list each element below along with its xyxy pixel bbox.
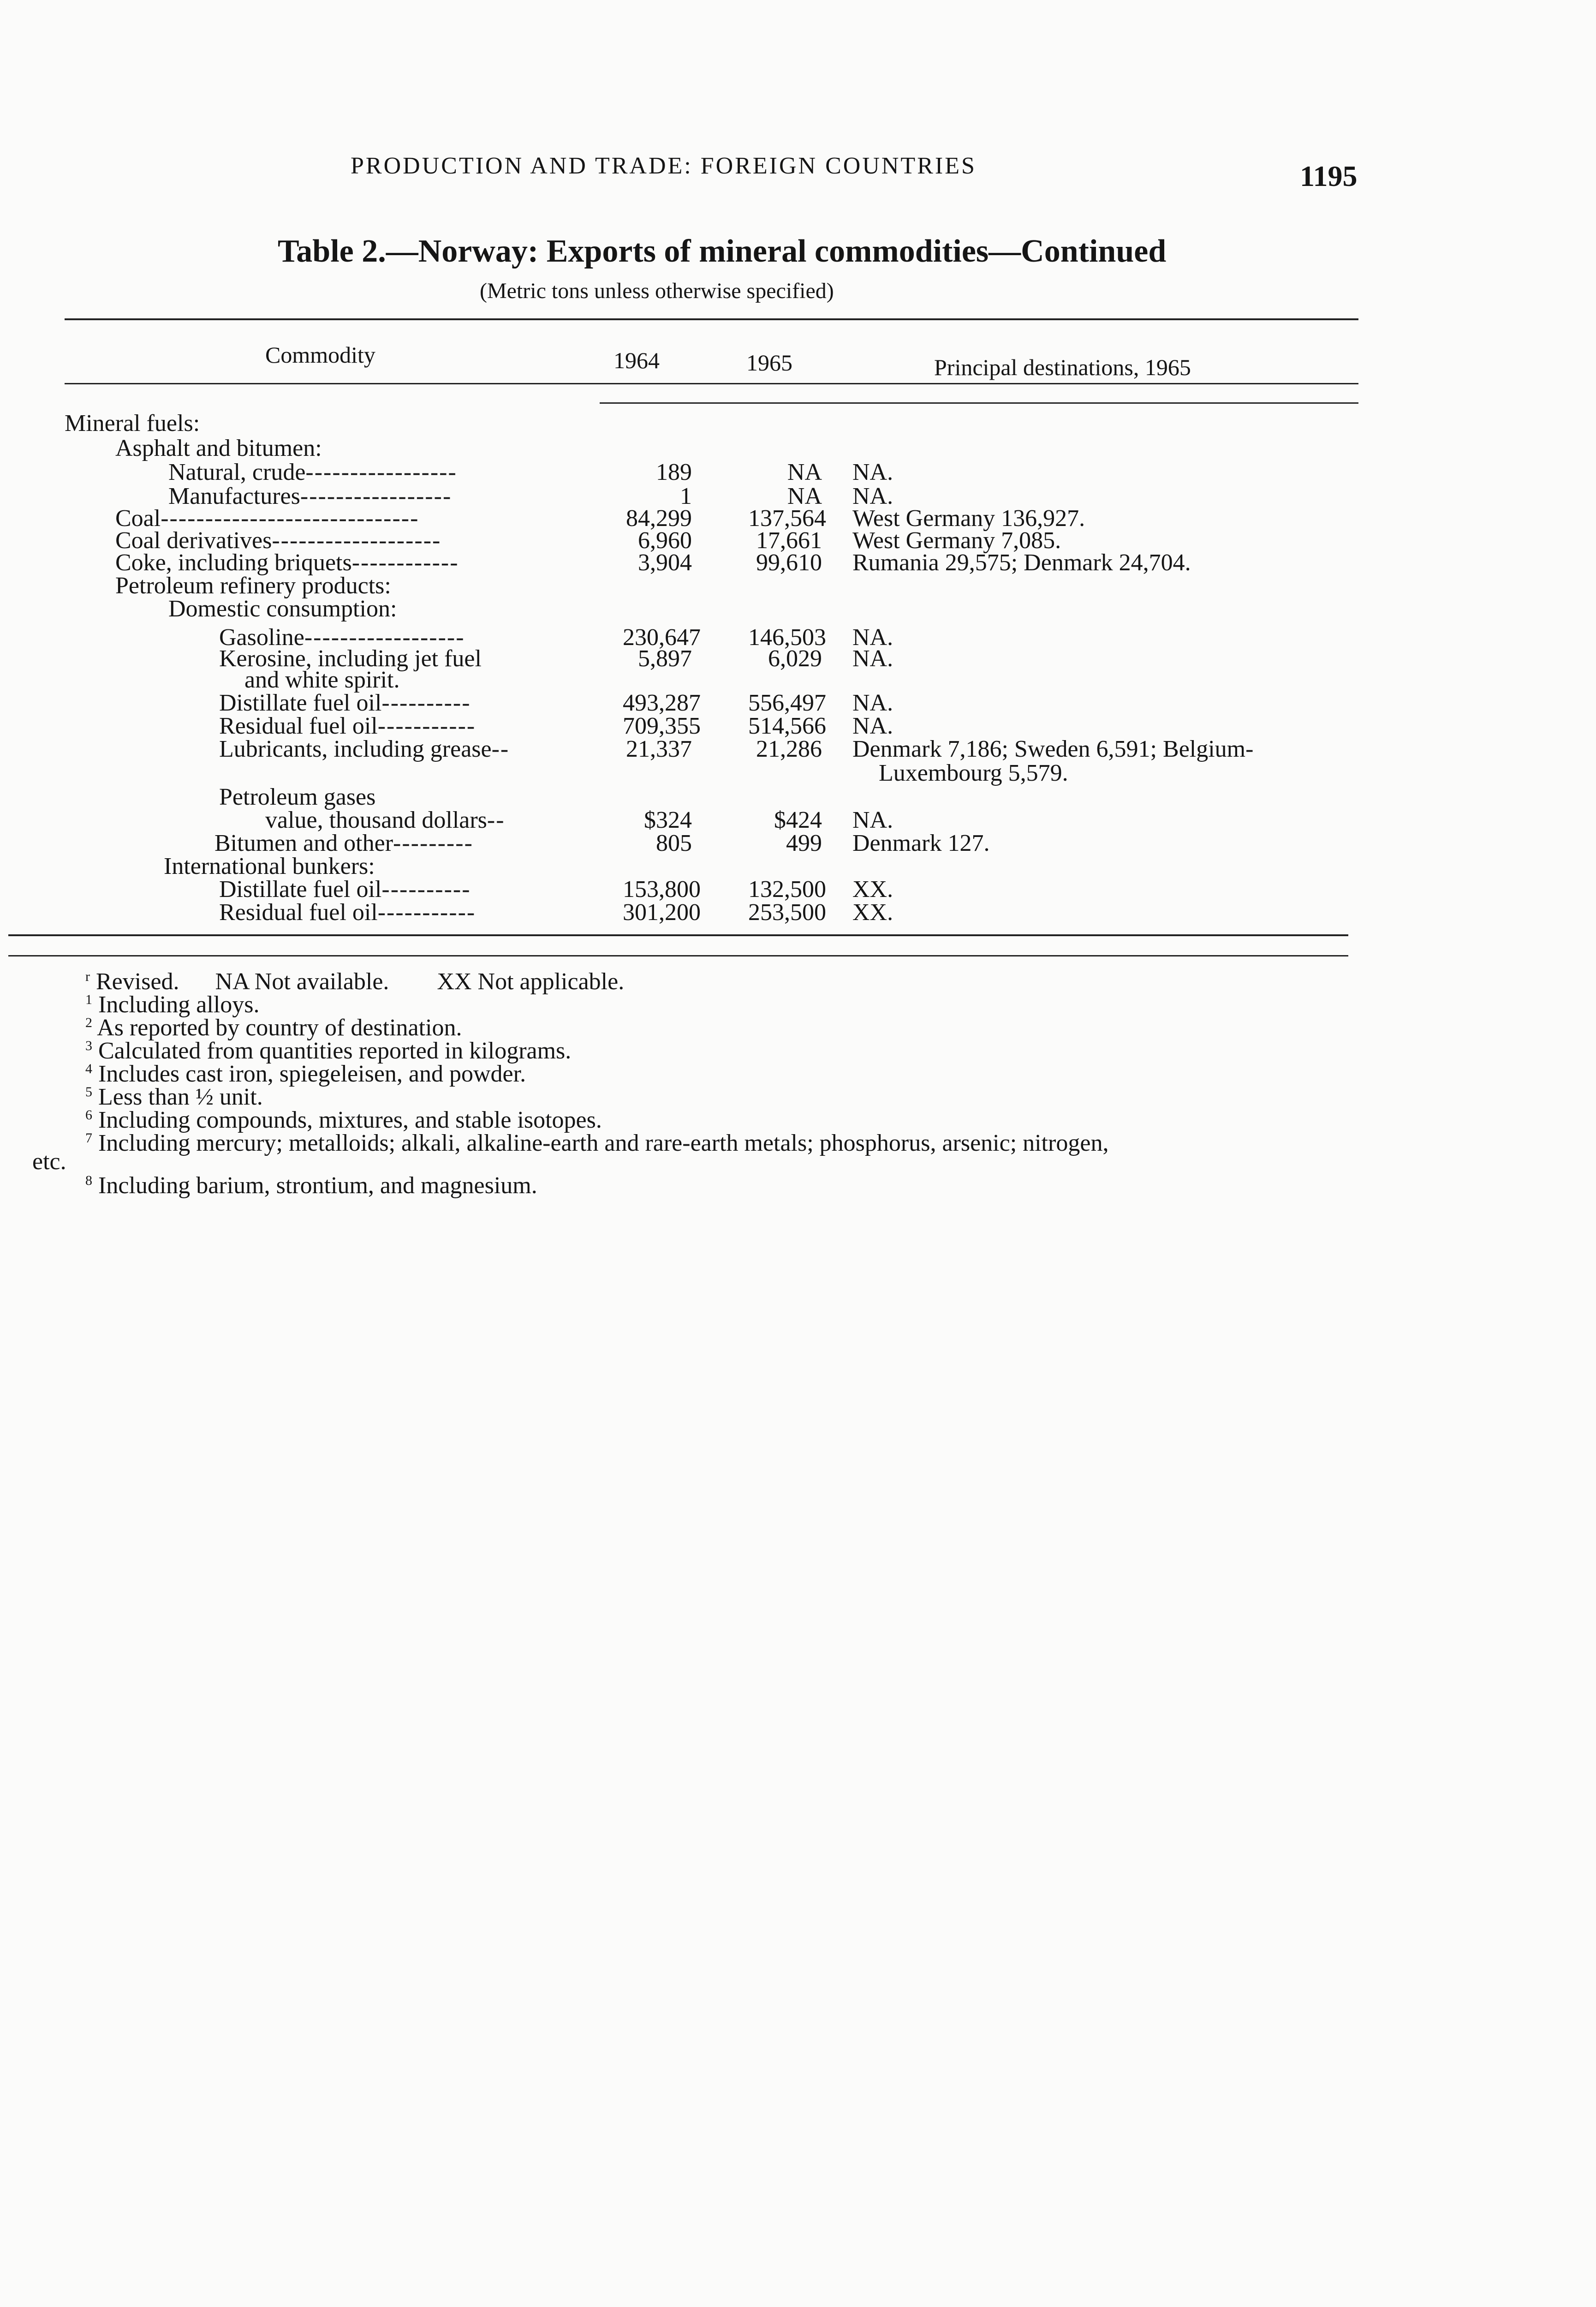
header-destinations: Principal destinations, 1965 xyxy=(934,354,1191,380)
principal-destinations: XX. xyxy=(852,899,893,926)
table-row xyxy=(0,410,1596,434)
dot-leader: ----------- xyxy=(377,899,476,926)
table-subtitle: (Metric tons unless otherwise specified) xyxy=(480,279,834,303)
table-row xyxy=(0,666,1596,693)
commodity-label xyxy=(219,735,509,763)
footnote xyxy=(32,1148,66,1175)
table-row xyxy=(0,759,1596,786)
commodity-text: Distillate fuel oil xyxy=(219,690,382,716)
value-1965: 146,503 xyxy=(748,624,826,651)
principal-destinations: Luxembourg 5,579. xyxy=(879,760,1068,786)
footnote-mark: 6 xyxy=(85,1107,92,1123)
commodity-text: Residual fuel oil xyxy=(219,899,378,926)
footnote-text: As reported by country of destination. xyxy=(97,1015,462,1041)
dot-leader: ----------------- xyxy=(305,459,457,485)
table-title: Table 2.—Norway: Exports of mineral commodities—Continued xyxy=(278,233,1167,269)
principal-destinations: NA. xyxy=(852,807,893,833)
principal-destinations: Denmark 127. xyxy=(852,830,990,856)
footnote-mark: 1 xyxy=(85,992,92,1007)
value-1965: 17,661 xyxy=(756,527,822,554)
footnote-mark: 7 xyxy=(85,1130,92,1146)
footnote xyxy=(85,1130,1108,1157)
commodity-text: Residual fuel oil xyxy=(219,713,378,739)
dot-leader: -- xyxy=(491,736,510,762)
value-1964: 5,897 xyxy=(638,645,692,672)
footnote-mark: r xyxy=(85,969,90,984)
footnote-mark: 4 xyxy=(85,1061,92,1076)
commodity-label xyxy=(219,899,476,926)
table-row xyxy=(0,853,1596,877)
principal-destinations: Rumania 29,575; Denmark 24,704. xyxy=(852,550,1191,576)
commodity-text: Natural, crude xyxy=(168,459,306,485)
value-1965: 99,610 xyxy=(756,550,822,576)
principal-destinations: NA. xyxy=(852,459,893,485)
commodity-text: Petroleum refinery products: xyxy=(115,573,391,599)
commodity-text: Bitumen and other xyxy=(214,830,393,856)
table-bottom-rule-2 xyxy=(8,955,1348,956)
header-rule xyxy=(65,383,1358,384)
commodity-label xyxy=(168,459,457,486)
dot-leader: ------------------ xyxy=(304,624,465,651)
value-1964: 1 xyxy=(680,483,692,509)
table-bottom-rule xyxy=(8,934,1348,936)
value-1964: 189 xyxy=(656,459,692,485)
value-1964: 153,800 xyxy=(623,876,701,902)
footnote-text: Calculated from quantities reported in kilograms. xyxy=(98,1038,572,1064)
value-1965: 556,497 xyxy=(748,690,826,716)
table-row xyxy=(0,527,1596,554)
table-row xyxy=(0,830,1596,854)
commodity-text: Distillate fuel oil xyxy=(219,876,382,902)
table-row xyxy=(0,876,1596,900)
value-1964: $324 xyxy=(644,807,692,833)
value-1965: 137,564 xyxy=(748,505,826,532)
header-rule-right xyxy=(600,402,1358,404)
value-1964: 21,337 xyxy=(626,736,692,762)
principal-destinations: NA. xyxy=(852,713,893,739)
footnote-text: etc. xyxy=(32,1148,66,1175)
table-row xyxy=(0,505,1596,532)
header-1965: 1965 xyxy=(746,350,792,376)
value-1964: 6,960 xyxy=(638,527,692,554)
footnote-mark: 5 xyxy=(85,1084,92,1100)
value-1965: 499 xyxy=(786,830,822,856)
table-row xyxy=(0,645,1596,672)
table-row xyxy=(0,899,1596,926)
value-1965: NA xyxy=(787,459,822,485)
principal-destinations: Denmark 7,186; Sweden 6,591; Belgium- xyxy=(852,736,1254,762)
commodity-text: Manufactures xyxy=(168,483,300,509)
dot-leader: ----------------- xyxy=(300,483,452,509)
table-row xyxy=(0,549,1596,576)
table-row xyxy=(0,735,1596,762)
commodity-text: Mineral fuels: xyxy=(65,410,200,436)
commodity-label xyxy=(168,595,397,622)
dot-leader: --------- xyxy=(393,830,473,856)
table-top-rule xyxy=(65,318,1358,320)
footnote-text: Including mercury; metalloids; alkali, alkaline-earth and rare-earth metals; phosphorus, arsenic; nitrogen, xyxy=(98,1130,1109,1156)
page-number: 1195 xyxy=(1300,160,1358,192)
commodity-text: International bunkers: xyxy=(164,853,375,879)
principal-destinations: NA. xyxy=(852,690,893,716)
table-row xyxy=(0,712,1596,739)
value-1964: 230,647 xyxy=(623,624,701,651)
value-1965: $424 xyxy=(774,807,822,833)
table-row xyxy=(0,459,1596,483)
footnote-text: Revised. NA Not available. XX Not applicable. xyxy=(96,968,625,995)
dot-leader: ------------ xyxy=(351,550,459,576)
commodity-text: Coal derivatives xyxy=(115,527,272,554)
dot-leader: ----------- xyxy=(377,713,476,739)
footnote-mark: 3 xyxy=(85,1038,92,1053)
value-1964: 805 xyxy=(656,830,692,856)
footnote-mark: 8 xyxy=(85,1173,92,1188)
dot-leader: ---------- xyxy=(381,690,471,716)
header-commodity: Commodity xyxy=(265,342,375,368)
footnote-text: Less than ½ unit. xyxy=(98,1084,263,1110)
table-row xyxy=(0,689,1596,716)
footnote-text: Including compounds, mixtures, and stable isotopes. xyxy=(98,1107,602,1133)
commodity-text: and white spirit. xyxy=(244,667,400,693)
dot-leader: -- xyxy=(487,807,505,833)
value-1964: 493,287 xyxy=(623,690,701,716)
table-row xyxy=(0,435,1596,459)
table-row xyxy=(0,572,1596,599)
value-1964: 3,904 xyxy=(638,550,692,576)
value-1965: 514,566 xyxy=(748,713,826,739)
value-1964: 84,299 xyxy=(626,505,692,532)
footnote-text: Including barium, strontium, and magnesium. xyxy=(98,1172,537,1199)
value-1964: 709,355 xyxy=(623,713,701,739)
principal-destinations: NA. xyxy=(852,483,893,509)
running-head: PRODUCTION AND TRADE: FOREIGN COUNTRIES xyxy=(351,153,977,179)
commodity-text: Petroleum gases xyxy=(219,784,376,810)
principal-destinations: NA. xyxy=(852,645,893,672)
footnote-text: Including alloys. xyxy=(98,992,260,1018)
footnote-text: Includes cast iron, spiegeleisen, and powder. xyxy=(98,1061,526,1087)
commodity-text: Lubricants, including grease xyxy=(219,736,492,762)
dot-leader: ---------- xyxy=(381,876,471,902)
principal-destinations: West Germany 136,927. xyxy=(852,505,1085,532)
commodity-text: Kerosine, including jet fuel xyxy=(219,645,482,672)
table-row xyxy=(0,624,1596,651)
value-1965: NA xyxy=(787,483,822,509)
principal-destinations: XX. xyxy=(852,876,893,902)
table-row xyxy=(0,807,1596,831)
value-1965: 6,029 xyxy=(768,645,822,672)
commodity-text: value, thousand dollars xyxy=(265,807,487,833)
commodity-text: Coke, including briquets xyxy=(115,550,352,576)
principal-destinations: West Germany 7,085. xyxy=(852,527,1061,554)
commodity-text: Domestic consumption: xyxy=(168,596,397,622)
commodity-label xyxy=(65,410,200,437)
commodity-text: Gasoline xyxy=(219,624,304,651)
footnote xyxy=(85,1172,537,1199)
commodity-text: Coal xyxy=(115,505,161,532)
principal-destinations: NA. xyxy=(852,624,893,651)
dot-leader: ------------------- xyxy=(272,527,441,554)
value-1965: 253,500 xyxy=(748,899,826,926)
table-row xyxy=(0,783,1596,810)
commodity-label xyxy=(115,435,322,462)
value-1965: 21,286 xyxy=(756,736,822,762)
dot-leader: ----------------------------- xyxy=(161,505,419,532)
table-row xyxy=(0,483,1596,507)
table-row xyxy=(0,595,1596,622)
value-1964: 301,200 xyxy=(623,899,701,926)
footnote-mark: 2 xyxy=(85,1015,92,1030)
header-1964: 1964 xyxy=(613,347,660,373)
commodity-text: Asphalt and bitumen: xyxy=(115,435,322,461)
value-1965: 132,500 xyxy=(748,876,826,902)
